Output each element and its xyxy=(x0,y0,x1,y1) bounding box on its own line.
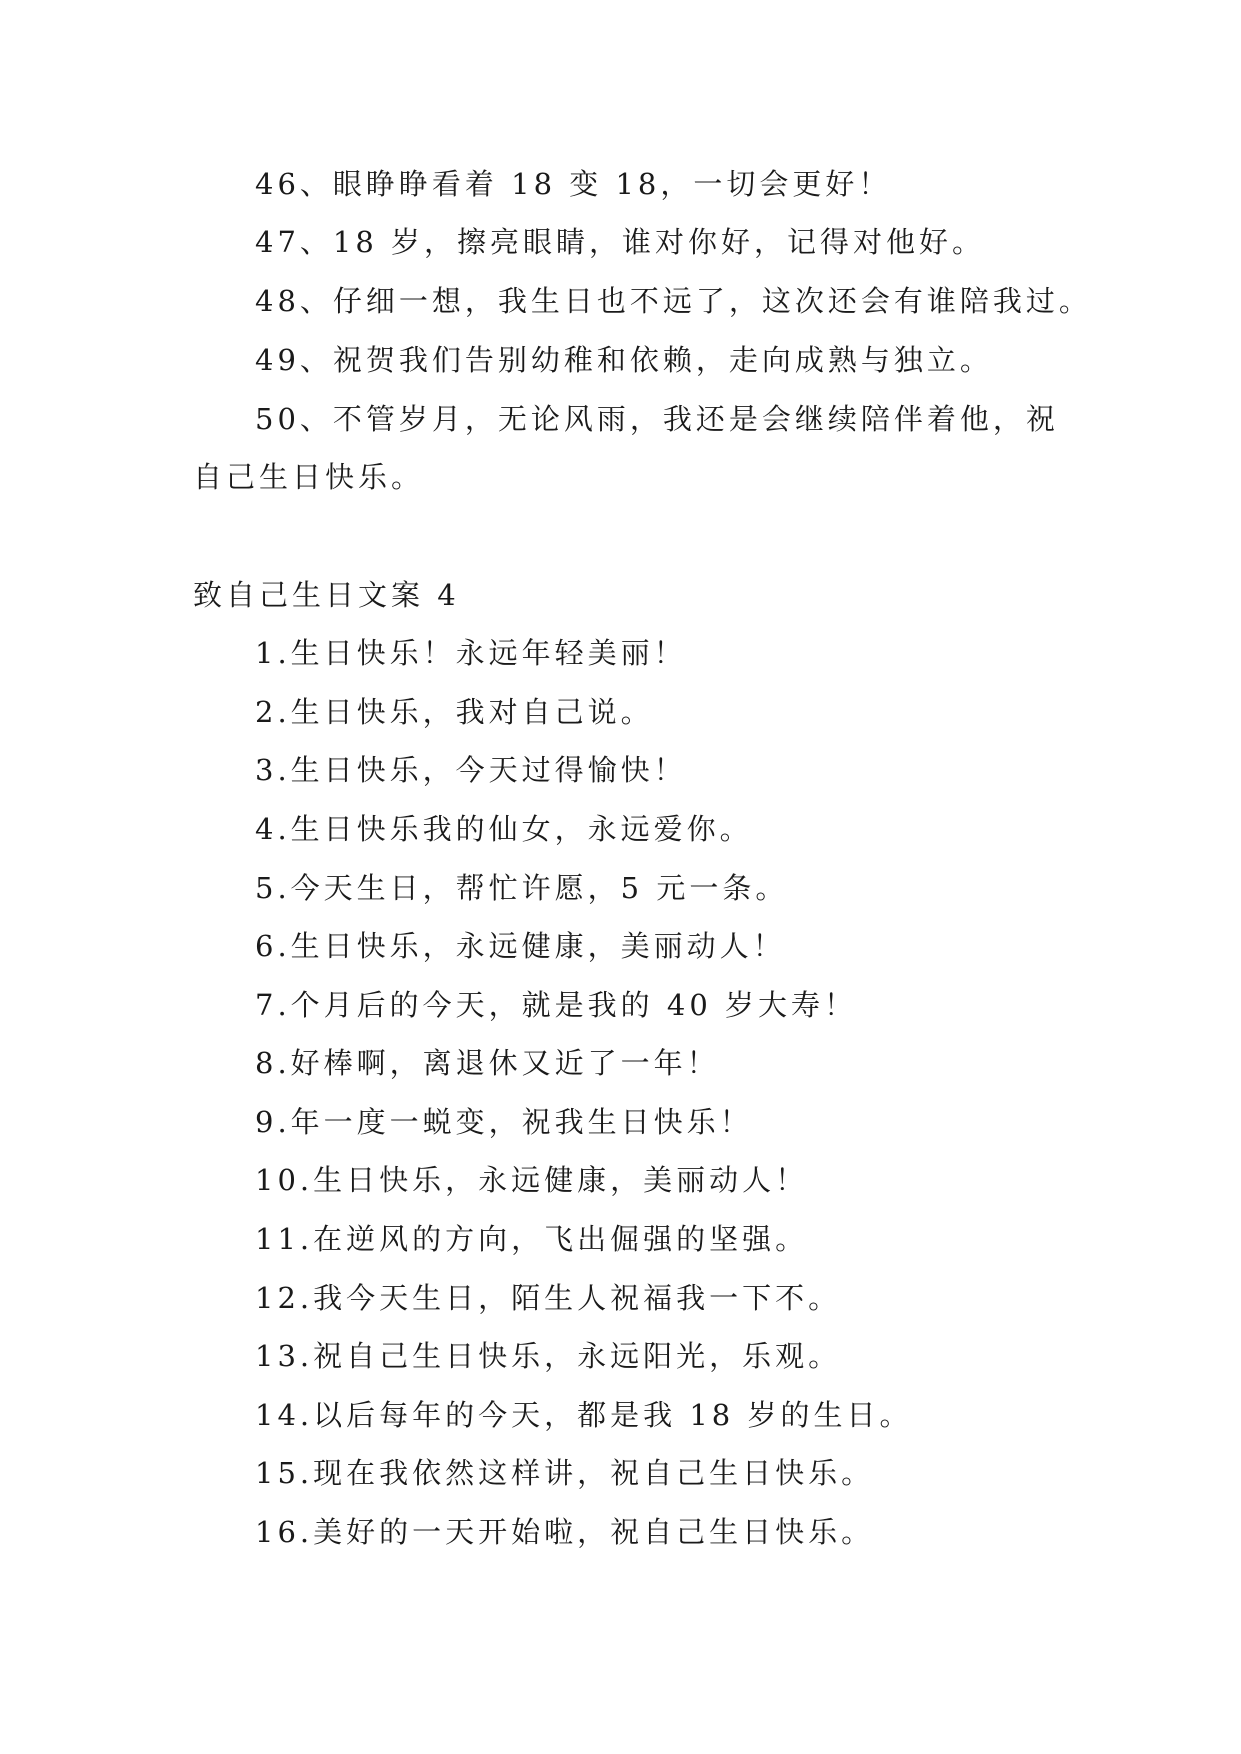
list-item: 4.生日快乐我的仙女，永远爱你。 xyxy=(255,812,753,846)
list-item: 14.以后每年的今天，都是我 18 岁的生日。 xyxy=(255,1398,913,1432)
list-item-47: 47、18 岁，擦亮眼睛，谁对你好，记得对他好。 xyxy=(255,225,986,259)
list-item: 9.年一度一蜕变，祝我生日快乐！ xyxy=(255,1105,753,1139)
list-item: 6.生日快乐，永远健康，美丽动人！ xyxy=(255,929,786,963)
list-item-46: 46、眼睁睁看着 18 变 18，一切会更好！ xyxy=(255,167,892,201)
list-item-50: 50、不管岁月，无论风雨，我还是会继续陪伴着他，祝 xyxy=(255,402,1059,436)
list-item: 2.生日快乐，我对自己说。 xyxy=(255,695,654,729)
list-item: 13.祝自己生日快乐，永远阳光，乐观。 xyxy=(255,1339,842,1373)
list-item: 11.在逆风的方向，飞出倔强的坚强。 xyxy=(255,1222,809,1256)
list-item: 8.好棒啊，离退休又近了一年！ xyxy=(255,1046,720,1080)
list-item: 7.个月后的今天，就是我的 40 岁大寿！ xyxy=(255,988,858,1022)
list-item-50-continuation: 自己生日快乐。 xyxy=(193,460,425,494)
list-item-49: 49、祝贺我们告别幼稚和依赖，走向成熟与独立。 xyxy=(255,343,993,377)
list-item: 15.现在我依然这样讲，祝自己生日快乐。 xyxy=(255,1456,875,1490)
list-item: 12.我今天生日，陌生人祝福我一下不。 xyxy=(255,1281,842,1315)
list-item-48: 48、仔细一想，我生日也不远了，这次还会有谁陪我过。 xyxy=(255,284,1092,318)
list-item: 5.今天生日，帮忙许愿，5 元一条。 xyxy=(255,871,789,905)
list-item: 10.生日快乐，永远健康，美丽动人！ xyxy=(255,1163,809,1197)
list-item: 1.生日快乐！永远年轻美丽！ xyxy=(255,636,687,670)
list-item: 3.生日快乐，今天过得愉快！ xyxy=(255,753,687,787)
section-heading: 致自己生日文案 4 xyxy=(193,578,460,612)
list-item: 16.美好的一天开始啦，祝自己生日快乐。 xyxy=(255,1515,875,1549)
